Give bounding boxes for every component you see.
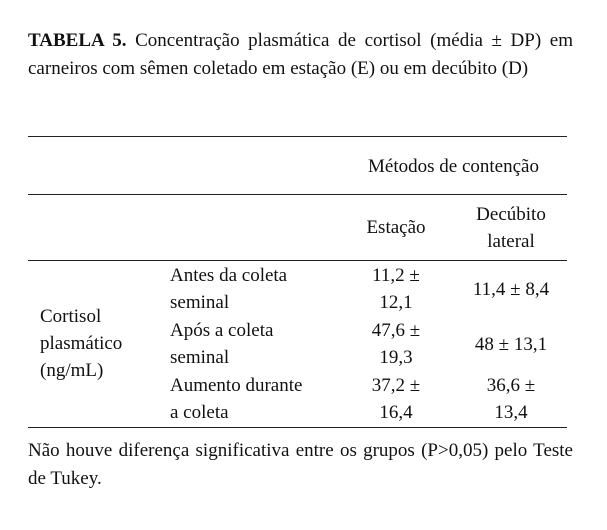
column-header-decubito-line1: Decúbito bbox=[476, 204, 546, 225]
group-header-rule bbox=[28, 194, 567, 195]
row-2-decubito: 48 ± 13,1 bbox=[474, 334, 548, 355]
row-1-label-line1: Antes da coleta bbox=[170, 265, 288, 286]
row-2-label-line2: seminal bbox=[170, 347, 230, 368]
row-2-estacao-line2: 19,3 bbox=[379, 347, 413, 368]
column-header-rule bbox=[28, 260, 567, 261]
row-3-estacao-line2: 16,4 bbox=[379, 402, 413, 423]
row-3-decubito-line2: 13,4 bbox=[494, 402, 528, 423]
row-3-decubito-line1: 36,6 ± bbox=[486, 375, 536, 396]
row-3-label-line2: a coleta bbox=[170, 402, 229, 423]
top-rule bbox=[28, 136, 567, 137]
row-3-label-line1: Aumento durante bbox=[170, 375, 303, 396]
caption-text: Concentração plasmática de cortisol (média ± DP) em carneiros com sêmen coletado em estação (E) ou em decúbito (D) bbox=[28, 30, 573, 79]
column-header-estacao: Estação bbox=[366, 217, 426, 238]
row-label-line3: (ng/mL) bbox=[40, 360, 104, 381]
row-1-decubito: 11,4 ± 8,4 bbox=[472, 279, 550, 300]
bottom-rule bbox=[28, 427, 567, 428]
group-header: Métodos de contenção bbox=[368, 156, 539, 177]
row-2-estacao-line1: 47,6 ± bbox=[371, 320, 421, 341]
row-label-line1: Cortisol bbox=[40, 306, 102, 327]
row-1-estacao-line2: 12,1 bbox=[379, 292, 413, 313]
table-caption bbox=[28, 27, 573, 83]
row-2-label-line1: Após a coleta bbox=[170, 320, 274, 341]
caption-label: TABELA 5. bbox=[28, 30, 127, 51]
table-footnote: Não houve diferença significativa entre os grupos (P>0,05) pelo Teste de Tukey. bbox=[28, 440, 573, 489]
column-header-decubito-line2: lateral bbox=[487, 231, 535, 252]
row-1-label-line2: seminal bbox=[170, 292, 230, 313]
row-1-estacao-line1: 11,2 ± bbox=[372, 265, 420, 286]
row-label-line2: plasmático bbox=[40, 333, 123, 354]
row-3-estacao-line1: 37,2 ± bbox=[371, 375, 421, 396]
